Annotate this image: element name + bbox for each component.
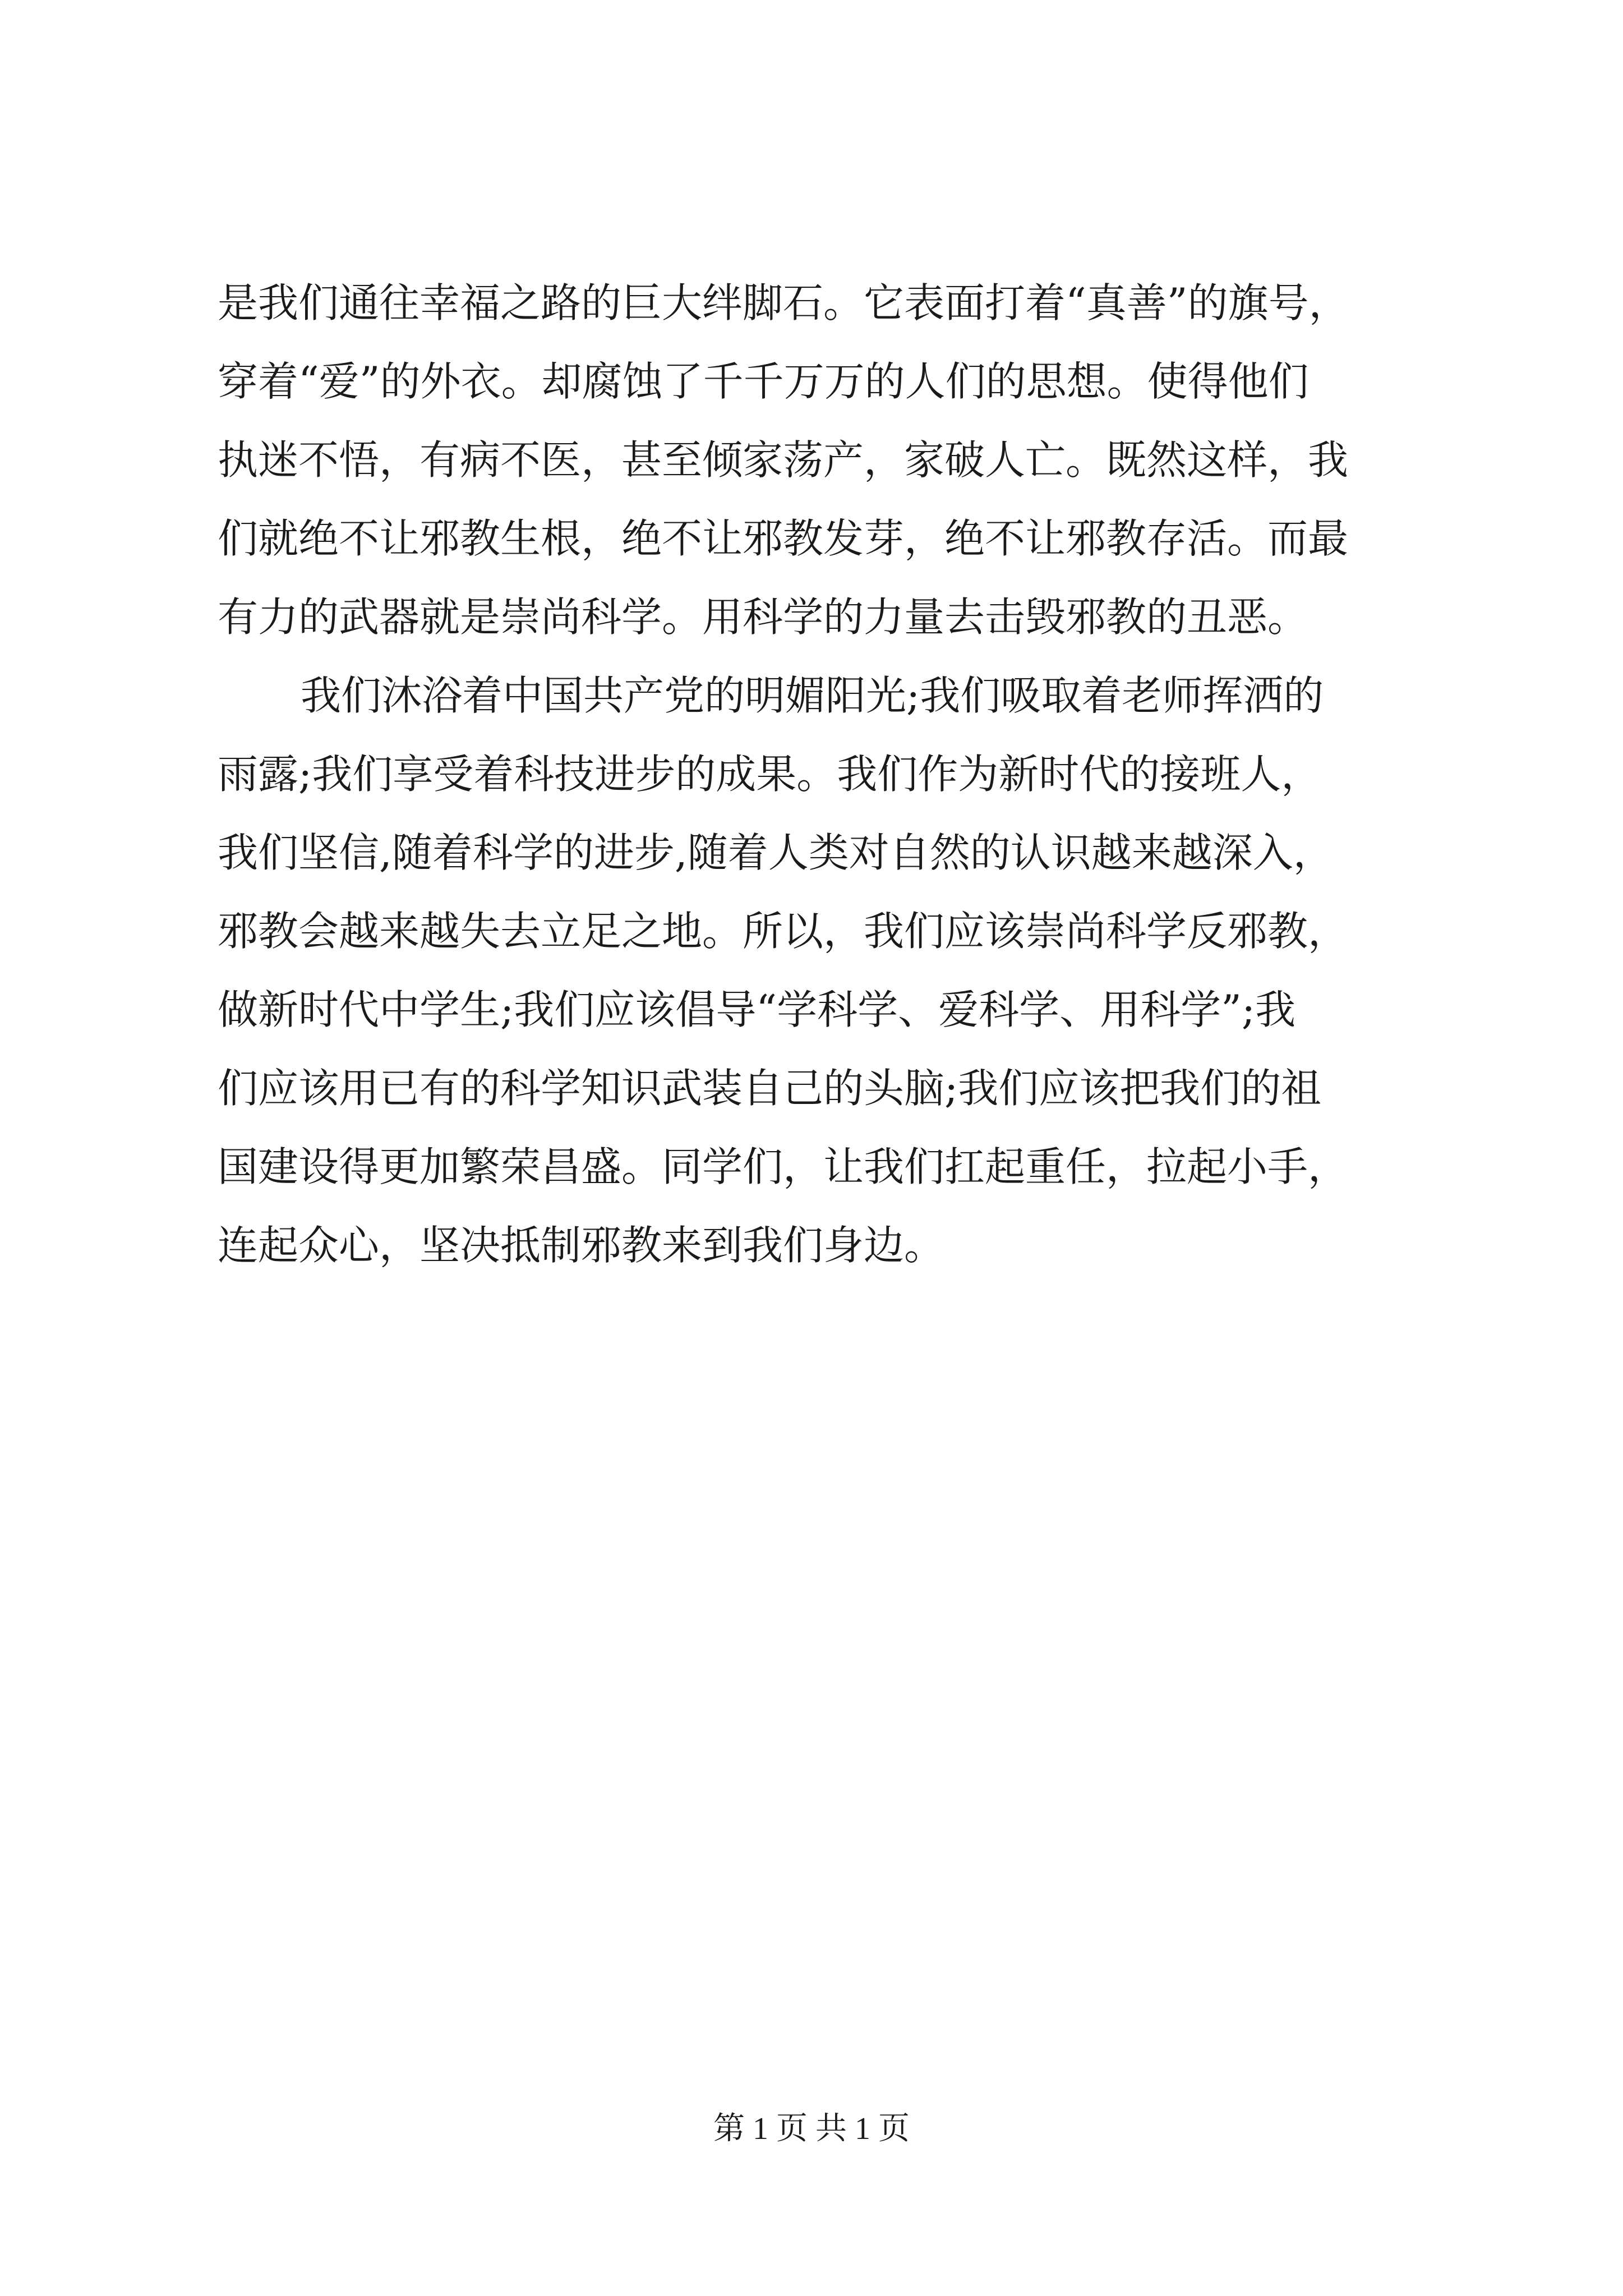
text-line: 雨露;我们享受着科技进步的成果。我们作为新时代的接班人， xyxy=(218,751,1322,798)
paragraph-first-line: 我们沐浴着中国共产党的明媚阳光;我们吸取着老师挥洒的 xyxy=(301,672,1324,719)
text-line: 做新时代中学生;我们应该倡导“学科学、爱科学、用科学”;我 xyxy=(218,986,1296,1033)
text-line: 邪教会越来越失去立足之地。所以，我们应该崇尚科学反邪教， xyxy=(218,908,1349,955)
text-line: 是我们通往幸福之路的巨大绊脚石。它表面打着“真善”的旗号， xyxy=(218,279,1349,326)
text-line: 穿着“爱”的外衣。却腐蚀了千千万万的人们的思想。使得他们 xyxy=(218,358,1309,405)
text-line: 有力的武器就是崇尚科学。用科学的力量去击毁邪教的丑恶。 xyxy=(218,593,1308,641)
text-line: 们应该用已有的科学知识武装自己的头脑;我们应该把我们的祖 xyxy=(218,1065,1322,1112)
document-body xyxy=(218,264,1440,1285)
text-line: 们就绝不让邪教生根，绝不让邪教发芽，绝不让邪教存活。而最 xyxy=(218,515,1349,562)
text-line: 国建设得更加繁荣昌盛。同学们，让我们扛起重任，拉起小手， xyxy=(218,1143,1349,1190)
text-line: 我们坚信,随着科学的进步,随着人类对自然的认识越来越深入， xyxy=(218,829,1334,876)
page-number-label: 第 1 页 共 1 页 xyxy=(713,2111,910,2146)
text-line: 执迷不悟，有病不医，甚至倾家荡产，家破人亡。既然这样，我 xyxy=(218,436,1349,484)
page-footer xyxy=(0,2104,1623,2148)
text-line: 连起众心，坚决抵制邪教来到我们身边。 xyxy=(218,1222,945,1269)
